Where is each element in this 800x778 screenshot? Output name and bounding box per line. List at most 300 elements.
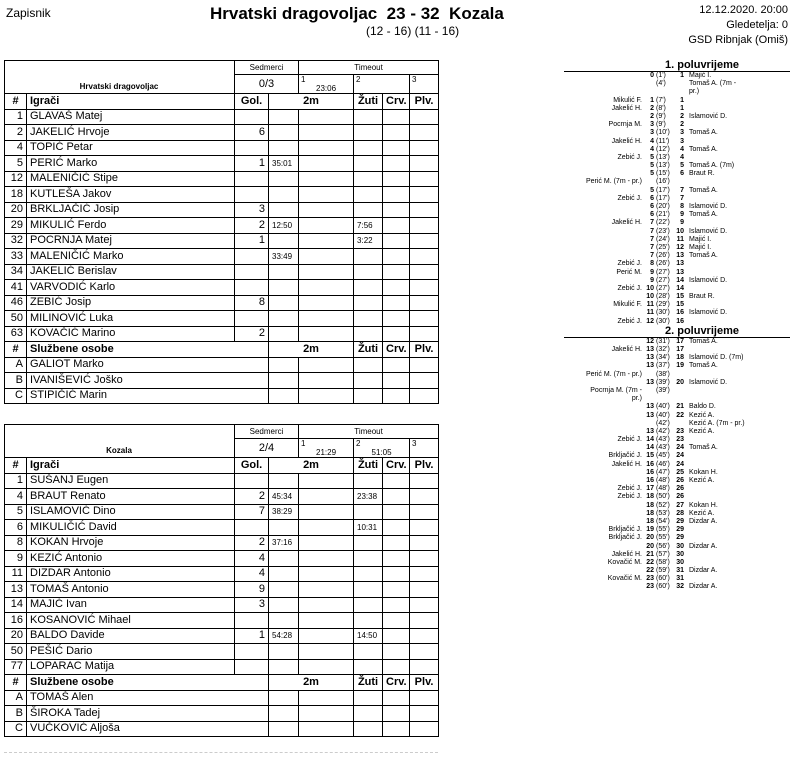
player-name: KOSANOVIĆ Mihael [27, 613, 235, 629]
guest-scorer: Islamović D. [689, 378, 728, 386]
player-name: MIKULIČIĆ David [27, 520, 235, 536]
guest-scorer: pr.) [689, 88, 700, 96]
home-scorer: Zebić J. [617, 436, 642, 444]
event-minute: (39') [656, 378, 670, 386]
official-blue [410, 690, 439, 706]
official-2min-2 [299, 721, 354, 737]
home-score: 7 [650, 243, 654, 251]
guest-scorer: Tomaš A. (7m) [689, 162, 735, 170]
guest-score: 13 [676, 252, 684, 260]
event-minute: (43') [656, 436, 670, 444]
player-yellow [354, 156, 383, 172]
event-minute: (17') [656, 194, 670, 202]
event-minute: (27') [656, 268, 670, 276]
log-event [564, 203, 790, 211]
player-name: LOPARAC Matija [27, 659, 235, 675]
player-blue [410, 597, 439, 613]
player-2min-2 [299, 280, 354, 296]
col-officials: Službene osobe [27, 342, 269, 358]
official-red [383, 690, 410, 706]
home-score: 11 [646, 309, 654, 317]
spectators: Gledetelja: 0 [726, 19, 788, 31]
player-goals: 6 [235, 125, 269, 141]
player-yellow [354, 140, 383, 156]
player-name: JAKELIĆ Berislav [27, 264, 235, 280]
guest-score: 29 [676, 526, 684, 534]
player-blue [410, 644, 439, 660]
event-minute: (24') [656, 235, 670, 243]
player-blue [410, 156, 439, 172]
guest-score: 7 [680, 186, 684, 194]
official-role: C [5, 721, 27, 737]
player-2min-2 [299, 249, 354, 265]
log-event [564, 195, 790, 203]
home-score: 21 [646, 550, 654, 558]
official-red [383, 706, 410, 722]
home-score: 6 [650, 203, 654, 210]
event-minute: (60') [656, 583, 670, 591]
player-yellow [354, 202, 383, 218]
home-scorer: Zebić J. [617, 194, 642, 202]
player-row [5, 551, 439, 567]
log-event [564, 113, 790, 121]
player-row [5, 140, 439, 156]
player-2min-1 [269, 280, 299, 296]
player-2min-2 [299, 504, 354, 520]
col-yellow: Žuti [354, 675, 383, 691]
log-event [564, 543, 790, 551]
log-event [564, 395, 790, 403]
player-2min-2 [299, 171, 354, 187]
col-number: # [5, 94, 27, 110]
home-score: 7 [650, 227, 654, 235]
log-event [564, 138, 790, 146]
log-event [564, 354, 790, 362]
log-event [564, 452, 790, 460]
home-scorer: Pocrnja M. (7m - [590, 386, 642, 394]
player-2min-1 [269, 311, 299, 327]
player-name: KEZIĆ Antonio [27, 551, 235, 567]
player-row [5, 644, 439, 660]
player-blue [410, 109, 439, 125]
home-score: 2 [650, 112, 654, 120]
player-2min-1 [269, 202, 299, 218]
player-2min-1 [269, 644, 299, 660]
guest-score: 14 [676, 284, 684, 292]
player-goals [235, 171, 269, 187]
log-event [564, 502, 790, 510]
player-yellow [354, 109, 383, 125]
event-minute: (38') [656, 370, 670, 378]
player-blue [410, 473, 439, 489]
home-score: 7 [650, 219, 654, 227]
home-score: 15 [646, 452, 654, 460]
official-2min-1 [269, 373, 299, 389]
player-row [5, 264, 439, 280]
player-goals [235, 613, 269, 629]
player-row [5, 535, 439, 551]
player-number: 2 [5, 125, 27, 141]
official-yellow [354, 388, 383, 404]
home-score: 14 [646, 436, 654, 444]
player-2min-1 [269, 551, 299, 567]
home-score: 13 [646, 411, 654, 419]
guest-score: 2 [680, 121, 684, 129]
player-yellow [354, 473, 383, 489]
player-yellow [354, 249, 383, 265]
venue: GSD Ribnjak (Omiš) [688, 34, 788, 46]
player-red [383, 582, 410, 598]
player-number: 46 [5, 295, 27, 311]
player-blue [410, 659, 439, 675]
log-event [564, 387, 790, 395]
home-scorer: Zebić J. [617, 284, 642, 292]
log-event [564, 551, 790, 559]
player-blue [410, 489, 439, 505]
player-2min-1 [269, 613, 299, 629]
player-2min-2 [299, 140, 354, 156]
home-score: 7 [650, 252, 654, 260]
log-event [564, 510, 790, 518]
player-name: MIKULIĆ Ferdo [27, 218, 235, 234]
home-scorer: Zebić J. [617, 493, 642, 501]
player-number: 1 [5, 473, 27, 489]
home-score: 7 [650, 235, 654, 243]
official-role: C [5, 388, 27, 404]
log-event [564, 121, 790, 129]
guest-score: 26 [676, 485, 684, 493]
guest-score: 30 [676, 558, 684, 566]
player-yellow [354, 187, 383, 203]
log-event [564, 412, 790, 420]
player-2min-2 [299, 566, 354, 582]
guest-scorer: Tomaš A. [689, 186, 718, 194]
player-goals [235, 473, 269, 489]
event-minute: (26') [656, 260, 670, 268]
event-minute: (59') [656, 567, 670, 575]
guest-score: 1 [680, 96, 684, 104]
timeout-3: 3 [410, 439, 439, 458]
player-yellow [354, 551, 383, 567]
half-title: 2. poluvrijeme [564, 326, 790, 338]
home-score: 16 [646, 477, 654, 484]
player-2min-1 [269, 597, 299, 613]
player-2min-2 [299, 489, 354, 505]
home-score: 4 [650, 145, 654, 153]
table-head-top [5, 425, 439, 439]
player-name: PEŠIĆ Dario [27, 644, 235, 660]
guest-scorer: Tomaš A. (7m - [689, 80, 737, 88]
player-number: 5 [5, 156, 27, 172]
player-2min-1 [269, 295, 299, 311]
player-2min-1 [269, 187, 299, 203]
official-red [383, 357, 410, 373]
event-minute: (52') [656, 501, 670, 509]
log-event [564, 260, 790, 268]
player-2min-1 [269, 233, 299, 249]
home-score: 9 [650, 268, 654, 276]
sedmerci-value: 2/4 [235, 439, 299, 458]
home-scorer: Mikulić F. [613, 301, 642, 309]
log-event [564, 346, 790, 354]
player-number: 13 [5, 582, 27, 598]
event-minute: (8') [656, 104, 666, 112]
player-goals: 2 [235, 535, 269, 551]
log-event [564, 97, 790, 105]
event-minute: (40') [656, 403, 670, 411]
log-event [564, 277, 790, 285]
log-event [564, 436, 790, 444]
home-score: 5 [650, 162, 654, 170]
guest-score: 24 [676, 452, 684, 460]
player-goals: 4 [235, 551, 269, 567]
event-minute: (54') [656, 517, 670, 525]
col-red: Crv. [383, 94, 410, 110]
home-score: 8 [650, 260, 654, 268]
event-minute: (12') [656, 145, 670, 153]
home-scorer: Perić M. (7m - pr.) [585, 370, 642, 378]
player-blue [410, 187, 439, 203]
official-role: A [5, 357, 27, 373]
home-score: 16 [646, 468, 654, 476]
guest-score: 6 [680, 170, 684, 178]
player-name: KOKAN Hrvoje [27, 535, 235, 551]
event-log [564, 60, 790, 592]
guest-scorer: Braut R. [689, 293, 715, 301]
guest-score: 24 [676, 460, 684, 468]
guest-scorer: Baldo D. [689, 403, 716, 411]
player-goals [235, 644, 269, 660]
official-row [5, 373, 439, 389]
player-blue [410, 504, 439, 520]
player-name: DIZDAR Antonio [27, 566, 235, 582]
log-event [564, 371, 790, 379]
home-score: 9 [650, 276, 654, 284]
player-red [383, 597, 410, 613]
event-minute: (15') [656, 170, 670, 178]
player-yellow [354, 613, 383, 629]
log-event [564, 285, 790, 293]
event-minute: (11') [656, 137, 670, 145]
player-number: 34 [5, 264, 27, 280]
guest-scorer: Tomaš A. [689, 362, 718, 370]
guest-score: 31 [676, 575, 684, 583]
home-scorer: Zebić J. [617, 485, 642, 493]
player-name: POCRNJA Matej [27, 233, 235, 249]
event-minute: (21') [656, 211, 670, 219]
col-2min: 2m [269, 94, 354, 110]
player-name: KUTLEŠA Jakov [27, 187, 235, 203]
player-2min-2 [299, 218, 354, 234]
event-minute: (7') [656, 96, 666, 104]
guest-score: 12 [676, 243, 684, 251]
player-blue [410, 233, 439, 249]
player-goals: 7 [235, 504, 269, 520]
player-2min-1 [269, 264, 299, 280]
event-minute: (43') [656, 444, 670, 452]
player-yellow [354, 125, 383, 141]
player-number: 5 [5, 504, 27, 520]
official-role: A [5, 690, 27, 706]
official-blue [410, 706, 439, 722]
timeout-2: 2 [354, 75, 410, 94]
col-red: Crv. [383, 675, 410, 691]
player-blue [410, 218, 439, 234]
player-number: 9 [5, 551, 27, 567]
col-yellow: Žuti [354, 458, 383, 474]
player-goals [235, 249, 269, 265]
timeout-1: 1 23:06 [299, 75, 354, 94]
player-number: 20 [5, 202, 27, 218]
event-minute: (20') [656, 203, 670, 210]
player-number: 11 [5, 566, 27, 582]
official-2min-1 [269, 388, 299, 404]
half-title: 1. poluvrijeme [564, 60, 790, 72]
log-event [564, 485, 790, 493]
home-score: 5 [650, 170, 654, 178]
official-2min-1 [269, 721, 299, 737]
log-event [564, 493, 790, 501]
guest-score: 10 [676, 227, 684, 235]
event-minute: (47') [656, 468, 670, 476]
player-yellow [354, 280, 383, 296]
guest-scorer: Majić I. [689, 72, 712, 79]
event-minute: (30') [656, 317, 670, 325]
home-scorer: Brkljačić J. [608, 526, 642, 534]
player-blue [410, 202, 439, 218]
event-minute: (27') [656, 276, 670, 284]
home-scorer: Brkljačić J. [608, 534, 642, 542]
col-players: Igrači [27, 94, 235, 110]
home-scorer: Perić M. [616, 268, 642, 276]
player-2min-1: 35:01 [269, 156, 299, 172]
player-blue [410, 171, 439, 187]
officials-header [5, 342, 439, 358]
home-score: 11 [646, 301, 654, 309]
player-yellow: 7:56 [354, 218, 383, 234]
log-event [564, 129, 790, 137]
player-2min-1 [269, 473, 299, 489]
home-score: 6 [650, 194, 654, 202]
match-title: Hrvatski dragovoljac 23 - 32 Kozala [210, 4, 504, 23]
event-minute: (56') [656, 542, 670, 550]
home-score: 10 [646, 284, 654, 292]
player-blue [410, 326, 439, 342]
player-2min-1 [269, 566, 299, 582]
guest-scorer: Islamović D. [689, 276, 728, 284]
home-scorer: Jakelić H. [611, 346, 642, 353]
guest-scorer: Kezić A. (7m - pr.) [689, 419, 745, 427]
log-event [564, 146, 790, 154]
player-name: SUŠANJ Eugen [27, 473, 235, 489]
player-red [383, 326, 410, 342]
player-row [5, 233, 439, 249]
player-goals: 8 [235, 295, 269, 311]
official-name: GALIOT Marko [27, 357, 269, 373]
home-score: 12 [646, 317, 654, 325]
player-number: 41 [5, 280, 27, 296]
event-minute: (55') [656, 526, 670, 534]
official-yellow [354, 721, 383, 737]
guest-scorer: Kezić A. [689, 427, 715, 435]
player-blue [410, 535, 439, 551]
match-date: 12.12.2020. 20:00 [699, 4, 788, 16]
player-2min-1: 33:49 [269, 249, 299, 265]
official-2min-2 [299, 373, 354, 389]
guest-score: 14 [676, 276, 684, 284]
guest-scorer: Majić I. [689, 243, 712, 251]
player-number: 50 [5, 644, 27, 660]
official-name: STIPIČIĆ Marin [27, 388, 269, 404]
event-minute: (9') [656, 121, 666, 129]
official-2min-2 [299, 706, 354, 722]
home-score: 22 [646, 558, 654, 566]
home-score: 18 [646, 517, 654, 525]
guest-scorer: Tomaš A. [689, 211, 718, 219]
guest-score: 28 [676, 509, 684, 517]
player-number: 32 [5, 233, 27, 249]
official-red [383, 388, 410, 404]
player-blue [410, 628, 439, 644]
player-row [5, 202, 439, 218]
player-red [383, 613, 410, 629]
player-yellow [354, 311, 383, 327]
player-2min-2 [299, 520, 354, 536]
player-number: 4 [5, 140, 27, 156]
player-row [5, 326, 439, 342]
player-2min-2 [299, 659, 354, 675]
player-number: 63 [5, 326, 27, 342]
event-minute: (42') [656, 427, 670, 435]
player-red [383, 659, 410, 675]
player-row [5, 249, 439, 265]
player-2min-2 [299, 628, 354, 644]
guest-score: 20 [676, 378, 684, 386]
event-minute: (30') [656, 309, 670, 317]
player-2min-2 [299, 264, 354, 280]
event-minute: (40') [656, 411, 670, 419]
event-minute: (10') [656, 129, 670, 137]
player-row [5, 659, 439, 675]
home-score: 4 [650, 137, 654, 145]
official-row [5, 357, 439, 373]
guest-score: 24 [676, 444, 684, 452]
player-number: 1 [5, 109, 27, 125]
official-2min-1 [269, 357, 299, 373]
report-label: Zapisnik [6, 6, 51, 20]
player-red [383, 171, 410, 187]
col-2min: 2m [269, 342, 354, 358]
player-red [383, 489, 410, 505]
player-2min-2 [299, 473, 354, 489]
guest-scorer: Kezić A. [689, 477, 715, 484]
log-event [564, 309, 790, 317]
player-name: BRKLJAČIĆ Josip [27, 202, 235, 218]
player-2min-1 [269, 140, 299, 156]
guest-score: 21 [676, 403, 684, 411]
guest-scorer: Kokan H. [689, 501, 718, 509]
player-row [5, 566, 439, 582]
log-event [564, 252, 790, 260]
player-blue [410, 125, 439, 141]
player-number: 77 [5, 659, 27, 675]
event-minute: (13') [656, 162, 670, 170]
guest-score: 9 [680, 219, 684, 227]
guest-score: 26 [676, 477, 684, 484]
player-row [5, 489, 439, 505]
guest-score: 23 [676, 427, 684, 435]
official-2min-1 [269, 690, 299, 706]
